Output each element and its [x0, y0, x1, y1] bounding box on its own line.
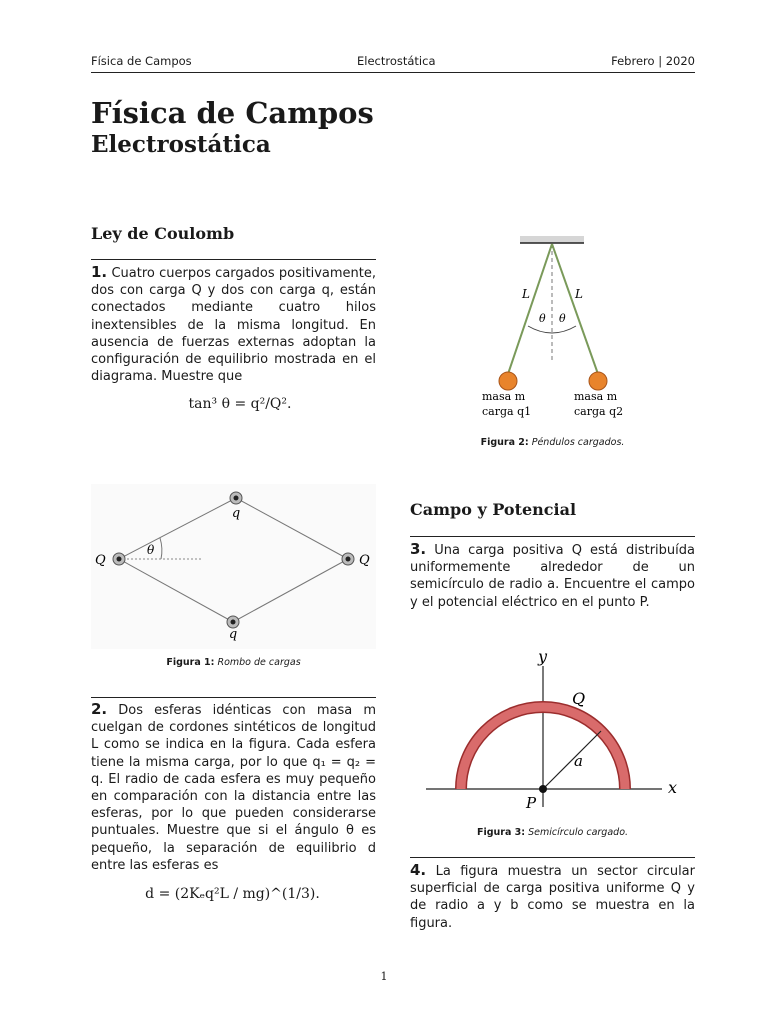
fig3-P: P — [526, 794, 537, 812]
page-subtitle: Electrostática — [91, 131, 271, 158]
label-bottom-q: q — [228, 627, 238, 642]
header-left: Física de Campos — [91, 54, 192, 68]
header-center: Electrostática — [357, 54, 436, 68]
fig3-a: a — [574, 752, 583, 770]
figure2-caption — [410, 437, 695, 448]
fig2-L-left: L — [522, 287, 530, 301]
fig2-theta-left: θ — [539, 312, 546, 325]
fig2-charge-left: carga q1 — [482, 405, 532, 418]
fig2-L-right: L — [575, 287, 583, 301]
figure3-caption — [410, 827, 695, 838]
problem1-number: 1. — [91, 263, 108, 281]
figure1-rhombus — [91, 484, 376, 649]
problem2 — [91, 701, 376, 874]
figure1-label: Figura 1: — [166, 657, 215, 668]
problem4-rule — [410, 857, 695, 858]
problem4-text: La figura muestra un sector circular superficial de carga positiva uniforme Q y de radio a y b como se muestra en la figura. — [410, 864, 695, 931]
problem2-text: Dos esferas idénticas con masa m cuelgan de cordones sintéticos de longitud L como se indica en la figura. Cada esfera tiene la misma carga, por lo que q₁ = q₂ = q. El radio de cada esfera es muy pequeño en comparación con la distancia entre las esferas, por lo que pueden considerarse puntuales. Muestre que si el ángulo θ es pequeño, la separación de equilibrio d entre las esferas es — [91, 703, 376, 873]
figure2-caption-text: Péndulos cargados. — [531, 437, 625, 448]
fig2-theta-right: θ — [559, 312, 566, 325]
figure3-caption-text: Semicírculo cargado. — [528, 827, 629, 838]
problem2-rule — [91, 697, 376, 698]
fig2-charge-right: carga q2 — [574, 405, 624, 418]
page-number: 1 — [380, 970, 388, 983]
header-right: Febrero | 2020 — [611, 54, 695, 68]
problem4 — [410, 862, 695, 932]
problem3 — [410, 541, 695, 611]
section-campo: Campo y Potencial — [410, 500, 577, 519]
fig2-mass-left: masa m — [482, 390, 526, 403]
fig3-y-axis: y — [538, 647, 548, 666]
fig3-Q: Q — [572, 689, 586, 708]
fig3-x-axis: x — [668, 778, 678, 797]
problem3-rule — [410, 536, 695, 537]
label-theta: θ — [147, 543, 155, 557]
charge-right — [342, 553, 354, 565]
problem1 — [91, 264, 376, 385]
figure3-semicircle — [420, 642, 690, 817]
label-top-q: q — [231, 506, 241, 521]
header-rule — [91, 72, 695, 73]
problem2-number: 2. — [91, 700, 108, 718]
problem1-equation: tan³ θ = q²/Q². — [188, 396, 292, 412]
figure1-caption-text: Rombo de cargas — [217, 657, 301, 668]
section-coulomb: Ley de Coulomb — [91, 224, 235, 243]
page-title: Física de Campos — [91, 96, 374, 130]
problem4-number: 4. — [410, 861, 427, 879]
problem3-number: 3. — [410, 540, 427, 558]
figure2-label: Figura 2: — [480, 437, 529, 448]
charge-top — [230, 492, 242, 504]
figure1-caption — [91, 657, 376, 668]
label-right-Q: Q — [359, 553, 370, 568]
figure3-label: Figura 3: — [476, 827, 526, 838]
problem1-text: Cuatro cuerpos cargados positivamente, dos con carga Q y dos con carga q, están conectados mediante cuatro hilos inextensibles de la misma longitud. En ausencia de fuerzas externas adoptan la configuración de equilibrio mostrada en el diagrama. Muestre que — [91, 266, 376, 385]
label-left-Q: Q — [95, 553, 106, 568]
problem3-text: Una carga positiva Q está distribuída uniformemente alrededor de un semicírculo de radio a. Encuentre el campo y el potencial eléctrico en el punto P. — [410, 543, 695, 610]
fig2-mass-right: masa m — [574, 390, 618, 403]
charge-left — [113, 553, 125, 565]
problem2-equation: d = (2Kₑq²L / mg)^(1/3). — [145, 886, 320, 902]
problem1-rule — [91, 259, 376, 260]
figure2-pendulums — [470, 234, 645, 424]
